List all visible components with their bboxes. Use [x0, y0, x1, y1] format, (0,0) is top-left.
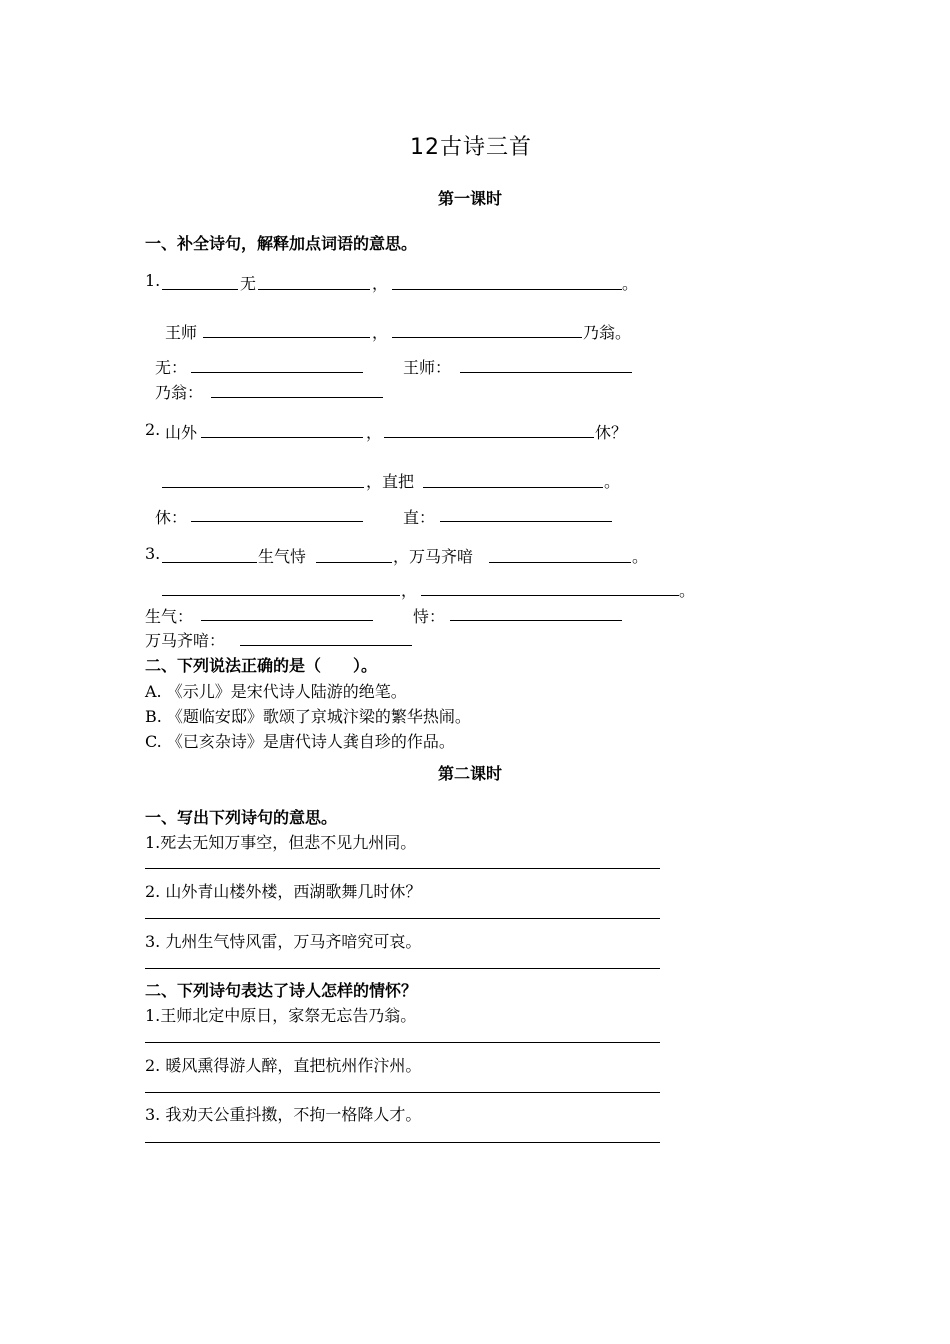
lesson-2-heading: 第二课时 [438, 764, 503, 783]
q2-number: 2. [145, 420, 161, 439]
q3-number: 3. [145, 544, 161, 563]
q3-line2-comma: ， [401, 581, 418, 600]
feeling-answer-line-1[interactable] [145, 1042, 660, 1043]
section-2-heading: 二、下列说法正确的是（ ）。 [145, 656, 378, 675]
q1-word-1: 无 [240, 274, 257, 293]
q1-line2-comma: ， [372, 323, 389, 342]
q1-line2-start: 王师 [165, 323, 198, 342]
q3-def-label-2: 恃： [413, 607, 446, 626]
meaning-item-1: 1.死去无知万事空，但悲不见九州同。 [145, 833, 417, 852]
meaning-item-2: 2. 山外青山楼外楼，西湖歌舞几时休？ [145, 882, 422, 901]
q1-line2-end: 乃翁。 [583, 323, 632, 342]
q2-end: 休？ [595, 423, 628, 442]
page-title: 12古诗三首 [410, 135, 532, 160]
feeling-answer-line-2[interactable] [145, 1092, 660, 1093]
q3-def-blank-3[interactable] [240, 645, 412, 646]
q2-def-blank-1[interactable] [191, 521, 363, 522]
q3-mid: ，万马齐喑 [393, 547, 474, 566]
option-a[interactable]: A. 《示儿》是宋代诗人陆游的绝笔。 [145, 682, 407, 701]
q3-word-1: 生气恃 [258, 547, 307, 566]
feeling-item-1: 1.王师北定中原日，家祭无忘告乃翁。 [145, 1006, 417, 1025]
q2-def-blank-2[interactable] [440, 521, 612, 522]
meaning-answer-line-3[interactable] [145, 968, 660, 969]
q3-line2-end: 。 [679, 581, 696, 600]
feeling-answer-line-3[interactable] [145, 1142, 660, 1143]
q3-blank-3[interactable] [489, 562, 631, 563]
q3-end: 。 [632, 547, 649, 566]
q3-blank-4[interactable] [162, 595, 400, 596]
q2-line2-mid: ，直把 [366, 472, 415, 491]
q2-blank-3[interactable] [162, 487, 364, 488]
meaning-answer-line-2[interactable] [145, 918, 660, 919]
q1-end: 。 [622, 274, 639, 293]
q1-def-blank-1[interactable] [191, 372, 363, 373]
q1-blank-4[interactable] [203, 337, 370, 338]
q2-comma: ， [366, 423, 383, 442]
q3-def-blank-1[interactable] [201, 620, 373, 621]
lesson2-section-1-heading: 一、写出下列诗句的意思。 [145, 808, 338, 827]
q1-def-label-1: 无： [155, 358, 188, 377]
q1-blank-5[interactable] [392, 337, 582, 338]
feeling-item-2: 2. 暖风熏得游人醉，直把杭州作汴州。 [145, 1056, 422, 1075]
q3-def-label-1: 生气： [145, 607, 194, 626]
meaning-item-3: 3. 九州生气恃风雷，万马齐喑究可哀。 [145, 932, 422, 951]
lesson-1-heading: 第一课时 [438, 189, 503, 208]
q1-number: 1. [145, 271, 161, 290]
section-1-heading: 一、补全诗句，解释加点词语的意思。 [145, 234, 418, 253]
q2-def-label-2: 直： [403, 508, 436, 527]
q3-def-blank-2[interactable] [450, 620, 622, 621]
meaning-answer-line-1[interactable] [145, 868, 660, 869]
q1-blank-1[interactable] [162, 289, 238, 290]
q1-def-blank-2[interactable] [460, 372, 632, 373]
q2-blank-2[interactable] [384, 437, 594, 438]
q2-def-label-1: 休： [155, 508, 188, 527]
q1-blank-3[interactable] [392, 289, 622, 290]
option-b[interactable]: B. 《题临安邸》歌颂了京城汴梁的繁华热闹。 [145, 707, 471, 726]
q2-line2-end: 。 [604, 472, 621, 491]
q1-comma: ， [372, 274, 389, 293]
q3-blank-1[interactable] [162, 562, 257, 563]
q2-blank-4[interactable] [423, 487, 603, 488]
feeling-item-3: 3. 我劝天公重抖擞，不拘一格降人才。 [145, 1105, 422, 1124]
q2-start: 山外 [165, 423, 198, 442]
q1-def-blank-3[interactable] [211, 397, 383, 398]
q3-def-label-3: 万马齐喑： [145, 631, 226, 650]
q1-def-label-2: 王师： [403, 358, 452, 377]
option-c[interactable]: C. 《已亥杂诗》是唐代诗人龚自珍的作品。 [145, 732, 455, 751]
q1-blank-2[interactable] [258, 289, 370, 290]
q3-blank-5[interactable] [421, 595, 679, 596]
q2-blank-1[interactable] [201, 437, 363, 438]
q3-blank-2[interactable] [316, 562, 392, 563]
q1-def-label-3: 乃翁： [155, 383, 204, 402]
lesson2-section-2-heading: 二、下列诗句表达了诗人怎样的情怀？ [145, 981, 418, 1000]
